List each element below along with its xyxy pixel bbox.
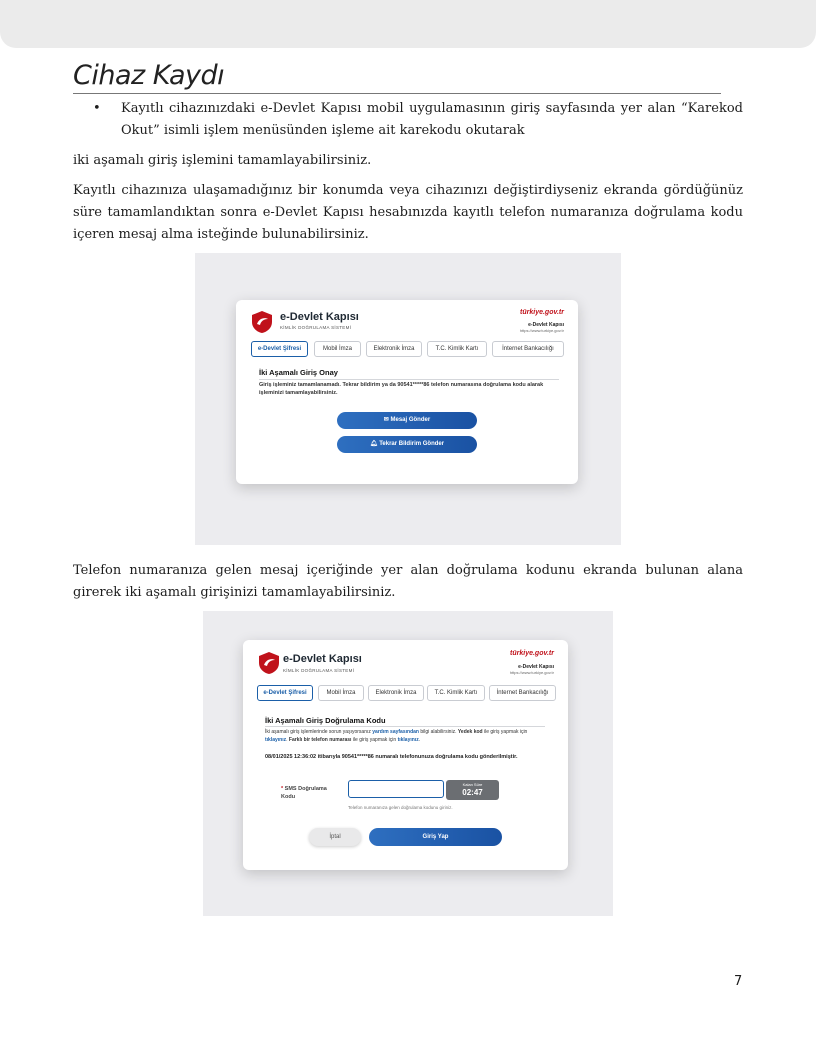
turkiye-url: https://www.turkiye.gov.tr bbox=[509, 670, 554, 675]
turkiye-brand-name: e-Devlet Kapısı bbox=[518, 664, 554, 670]
section-divider bbox=[265, 726, 545, 727]
help-page-link[interactable]: yardım sayfasından bbox=[372, 729, 419, 735]
page-header-band bbox=[0, 0, 816, 48]
tab-elektronik-imza[interactable]: Elektronik İmza bbox=[368, 685, 424, 701]
info-message: Giriş işleminiz tamamlanamadı. Tekrar bildirim ya da 90541*****86 telefon numarasına doğrulama kodu alarak işleminizi tamamlayabilirsiniz. bbox=[259, 382, 544, 396]
turkiye-logo[interactable]: türkiye.gov.tr bbox=[510, 650, 554, 657]
remaining-time-label: Kalan Süre bbox=[462, 782, 483, 787]
help-text: İki aşamalı giriş işlemlerinde sorun yaşıyorsanız yardım sayfasından bilgi alabilirsiniz. Yedek kod ile giriş yapmak için tıklayınız. Farklı bir telefon numarası ile giriş yapmak için tıklayınız. bbox=[265, 729, 528, 743]
tab-mobil-imza[interactable]: Mobil İmza bbox=[318, 685, 364, 701]
backup-code-link[interactable]: tıklayınız bbox=[265, 737, 287, 743]
section-divider bbox=[259, 379, 559, 380]
field-hint: Telefon numaranıza gelen doğrulama kodunu giriniz. bbox=[348, 805, 453, 810]
tab-tc-kimlik-karti[interactable]: T.C. Kimlik Kartı bbox=[427, 341, 487, 357]
bullet-text: Kayıtlı cihazınızdaki e-Devlet Kapısı mobil uygulamasının giriş sayfasında yer alan “Karekod Okut” isimli işlem menüsünden işleme ait karekodu okutarak bbox=[121, 101, 743, 138]
brand-name: e-Devlet Kapısı bbox=[283, 653, 362, 665]
title-underline bbox=[73, 93, 721, 94]
paragraph-2: Kayıtlı cihazınıza ulaşamadığınız bir konumda veya cihazınızı değiştirdiyseniz ekranda gördüğünüz süre tamamlandıktan sonra e-Devlet Kapısı hesabınızda kayıtlı telefon numaranıza doğrulama kodu içeren mesaj alma isteğinde bulunabilirsiniz. bbox=[73, 183, 743, 242]
section-title: İki Aşamalı Giriş Onay bbox=[259, 368, 338, 377]
turkiye-logo[interactable]: türkiye.gov.tr bbox=[520, 309, 564, 316]
tab-edevlet-sifresi[interactable]: e-Devlet Şifresi bbox=[257, 685, 313, 701]
paragraph-3: Telefon numaranıza gelen mesaj içeriğinde yer alan doğrulama kodunu ekranda bulunan alana girerek iki aşamalı girişinizi tamamlayabilirsiniz. bbox=[73, 563, 743, 600]
tab-internet-bankaciligi[interactable]: İnternet Bankacılığı bbox=[492, 341, 564, 357]
tab-internet-bankaciligi[interactable]: İnternet Bankacılığı bbox=[489, 685, 556, 701]
other-phone-link[interactable]: tıklayınız bbox=[397, 737, 419, 743]
tab-edevlet-sifresi[interactable]: e-Devlet Şifresi bbox=[251, 341, 308, 357]
bell-icon: 🔔︎ bbox=[369, 441, 378, 447]
resend-notification-label: Tekrar Bildirim Gönder bbox=[379, 441, 445, 447]
cancel-button[interactable]: İptal bbox=[309, 828, 361, 846]
envelope-icon: ✉ bbox=[383, 417, 389, 423]
login-card bbox=[236, 300, 578, 484]
brand-subtitle: KİMLİK DOĞRULAMA SİSTEMİ bbox=[283, 668, 355, 673]
page-title: Cihaz Kaydı bbox=[73, 60, 225, 91]
sent-info: 08/01/2025 12:36:02 itibarıyla 90541*****86 numaralı telefonunuza doğrulama kodu gönderilmiştir. bbox=[265, 754, 518, 760]
sms-code-input[interactable] bbox=[348, 780, 444, 798]
paragraph-1: iki aşamalı giriş işlemini tamamlayabilirsiniz. bbox=[73, 153, 372, 168]
turkiye-url: https://www.turkiye.gov.tr bbox=[519, 328, 564, 333]
tab-elektronik-imza[interactable]: Elektronik İmza bbox=[366, 341, 422, 357]
brand-subtitle: KİMLİK DOĞRULAMA SİSTEMİ bbox=[280, 325, 352, 330]
tab-mobil-imza[interactable]: Mobil İmza bbox=[314, 341, 361, 357]
screenshot-confirm bbox=[195, 253, 621, 545]
resend-notification-button[interactable] bbox=[337, 436, 477, 453]
screenshot-verification bbox=[203, 611, 613, 916]
page-number: 7 bbox=[734, 974, 743, 989]
edevlet-logo-icon bbox=[257, 651, 281, 675]
turkiye-brand-name: e-Devlet Kapısı bbox=[528, 322, 564, 328]
send-sms-button[interactable] bbox=[337, 412, 477, 429]
section-title: İki Aşamalı Giriş Doğrulama Kodu bbox=[265, 716, 386, 725]
login-button[interactable]: Giriş Yap bbox=[369, 828, 502, 846]
edevlet-logo-icon bbox=[250, 310, 274, 334]
remaining-time-badge bbox=[446, 780, 499, 800]
remaining-time-value: 02:47 bbox=[462, 788, 483, 797]
sms-code-label: * SMS Doğrulama Kodu bbox=[281, 786, 327, 800]
tab-tc-kimlik-karti[interactable]: T.C. Kimlik Kartı bbox=[427, 685, 485, 701]
verification-card bbox=[243, 640, 568, 870]
brand-name: e-Devlet Kapısı bbox=[280, 311, 359, 323]
send-sms-label: Mesaj Gönder bbox=[390, 417, 431, 423]
bullet-icon: • bbox=[93, 101, 101, 116]
